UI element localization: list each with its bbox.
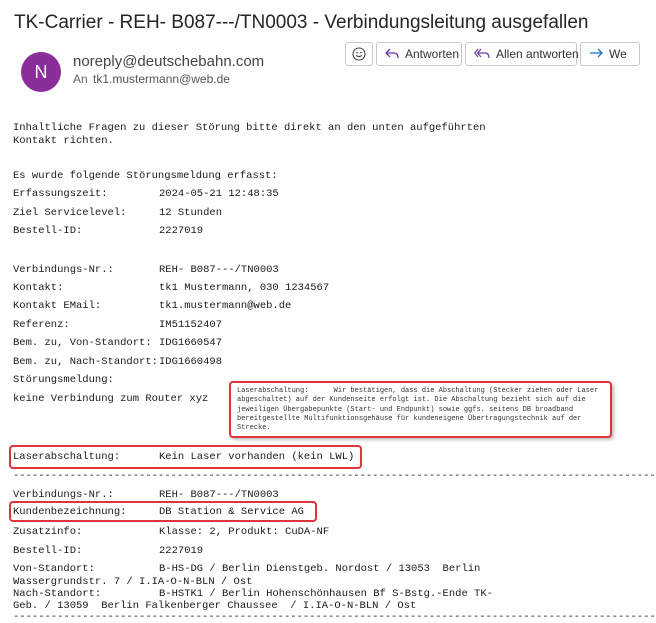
field-label: Kontakt: (13, 282, 64, 294)
field-value: 2227019 (159, 225, 204, 237)
recipient-address[interactable]: tk1.mustermann@web.de (93, 72, 230, 86)
sender-avatar[interactable]: N (21, 52, 61, 92)
stoerung-text: keine Verbindung zum Router xyz (13, 393, 209, 405)
intro-line-1: Inhaltliche Fragen zu dieser Störung bitte direkt an den unten aufgeführten (13, 122, 486, 134)
field-value: REH- B087---/TN0003 (159, 489, 279, 501)
laser-info-callout: Laserabschaltung: Wir bestätigen, dass die Abschaltung (Stecker ziehen oder Laser abgeschaltet) auf der Kundenseite erfolgt ist. Die Abschaltung bezieht sich auf die jeweiligen Übergabepunkte (Start- und Endpunkt) sowie ggfs. seitens DB broadband bereitgestellte Multifunktionsgehäuse für kundeneigene Übertragungstechnik auf der Strecke. (229, 381, 612, 438)
field-label: Kundenbezeichnung: (13, 506, 127, 518)
field-label: Ziel Servicelevel: (13, 207, 127, 219)
field-label: Kontakt EMail: (13, 300, 102, 312)
field-value: REH- B087---/TN0003 (159, 264, 279, 276)
recipient-line (73, 72, 230, 86)
von-label: Von-Standort: (13, 563, 95, 575)
forward-label: We (609, 47, 627, 61)
reply-all-arrow-icon (474, 48, 490, 60)
field-value: IM51152407 (159, 319, 223, 331)
field-label: Verbindungs-Nr.: (13, 489, 114, 501)
field-label: Verbindungs-Nr.: (13, 264, 114, 276)
laser-value: Kein Laser vorhanden (kein LWL) (159, 451, 355, 463)
emoji-reaction-button[interactable] (345, 42, 373, 66)
stoerung-label: Störungsmeldung: (13, 374, 114, 386)
intro-line-2: Kontakt richten. (13, 135, 114, 147)
nach-value-1: B-HSTK1 / Berlin Hohenschönhausen Bf S-Bstg.-Ende TK- (159, 588, 493, 600)
von-value-2: Wassergrundstr. 7 / I.IA-O-N-BLN / Ost (13, 576, 253, 588)
field-label: Bestell-ID: (13, 225, 83, 237)
field-value: Klasse: 2, Produkt: CuDA-NF (159, 526, 330, 538)
smiley-icon (352, 47, 366, 61)
forward-button[interactable] (580, 42, 640, 66)
separator-line: ------------------------------------------------------------------------------------------------------ (13, 470, 656, 482)
sender-address[interactable]: noreply@deutschebahn.com (73, 53, 265, 70)
field-value: DB Station & Service AG (159, 506, 304, 518)
to-label: An (73, 72, 88, 86)
field-value: IDG1660498 (159, 356, 223, 368)
field-value: 2227019 (159, 545, 204, 557)
reply-button[interactable] (376, 42, 462, 66)
reply-all-button[interactable] (465, 42, 577, 66)
field-label: Bem. zu, Nach-Standort: (13, 356, 158, 368)
reply-label: Antworten (405, 47, 460, 61)
field-value: IDG1660547 (159, 337, 223, 349)
nach-value-2: Geb. / 13059 Berlin Falkenberger Chaussee / I.IA-O-N-BLN / Ost (13, 600, 417, 612)
nach-label: Nach-Standort: (13, 588, 102, 600)
field-value: 12 Stunden (159, 207, 223, 219)
field-value: 2024-05-21 12:48:35 (159, 188, 279, 200)
field-label: Erfassungszeit: (13, 188, 108, 200)
separator-line-bottom: ------------------------------------------------------------------------------------------------------ (13, 611, 656, 623)
field-label: Zusatzinfo: (13, 526, 83, 538)
reply-arrow-icon (385, 48, 399, 60)
field-label: Bestell-ID: (13, 545, 83, 557)
contact-email-link[interactable]: tk1.mustermann@web.de (159, 300, 292, 312)
forward-arrow-icon (589, 48, 603, 60)
field-label: Referenz: (13, 319, 70, 331)
field-label: Bem. zu, Von-Standort: (13, 337, 152, 349)
field-value: tk1 Mustermann, 030 1234567 (159, 282, 330, 294)
email-subject: TK-Carrier - REH- B087---/TN0003 - Verbindungsleitung ausgefallen (14, 12, 589, 33)
laser-label: Laserabschaltung: (13, 451, 121, 463)
reply-all-label: Allen antworten (496, 47, 579, 61)
von-value-1: B-HS-DG / Berlin Dienstgeb. Nordost / 13053 Berlin (159, 563, 481, 575)
recorded-heading: Es wurde folgende Störungsmeldung erfasst: (13, 170, 278, 182)
